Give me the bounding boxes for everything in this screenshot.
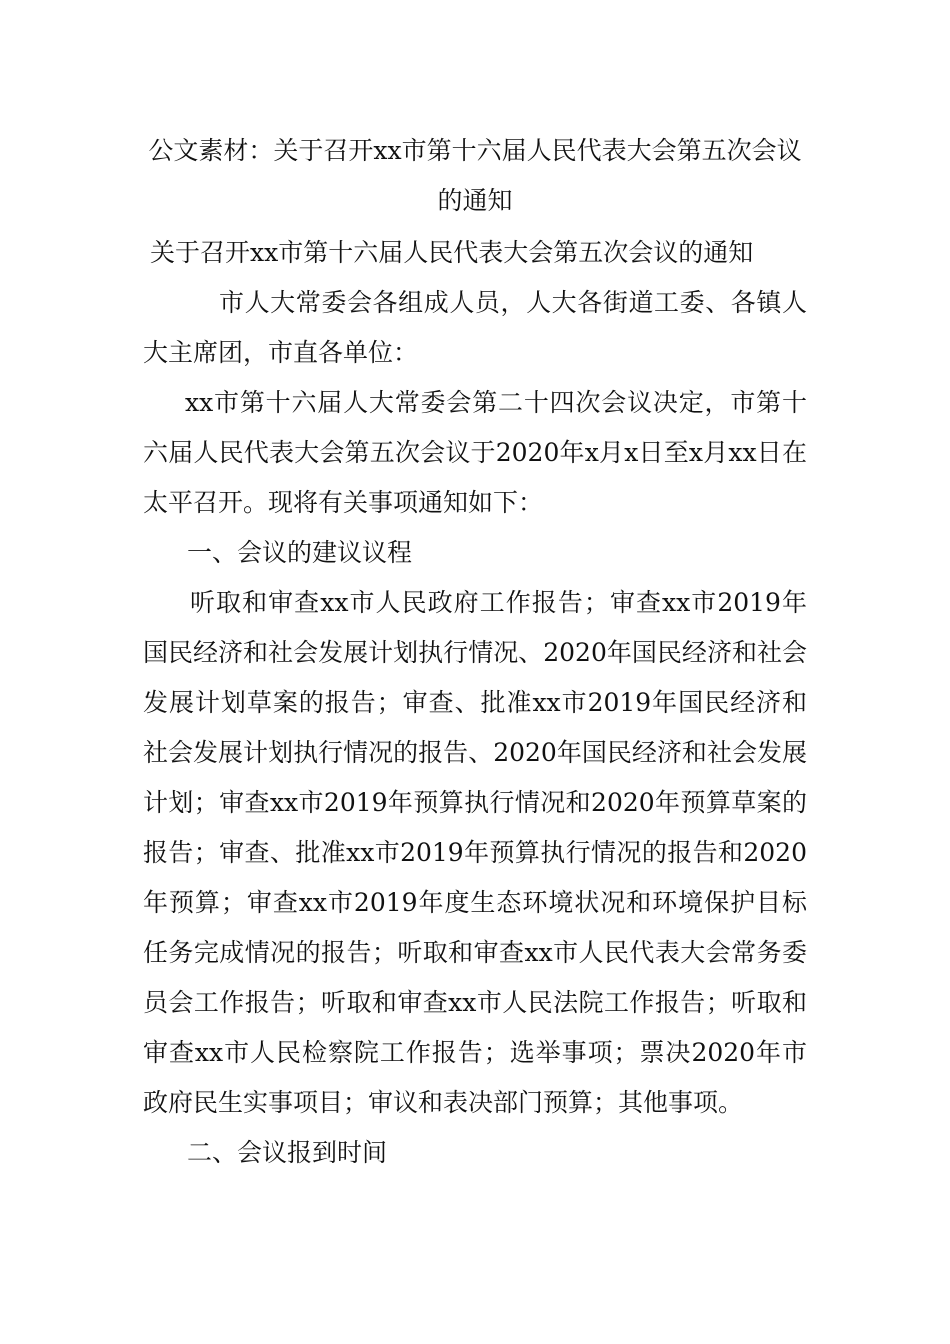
document-title: 公文素材：关于召开xx市第十六届人民代表大会第五次会议的通知 <box>148 136 802 215</box>
section-heading-agenda: 一、会议的建议议程 <box>187 538 413 567</box>
document-subtitle: 关于召开xx市第十六届人民代表大会第五次会议的通知 <box>150 238 754 267</box>
intro-paragraph: xx市第十六届人大常委会第二十四次会议决定，市第十六届人民代表大会第五次会议于2020年x月x日至x月xx日在太平召开。现将有关事项通知如下： <box>143 388 807 517</box>
section-heading-registration: 二、会议报到时间 <box>187 1138 388 1167</box>
recipients-paragraph: 市人大常委会各组成人员，人大各街道工委、各镇人大主席团，市直各单位： <box>143 288 807 367</box>
agenda-paragraph: 听取和审查xx市人民政府工作报告；审查xx市2019年国民经济和社会发展计划执行情况、2020年国民经济和社会发展计划草案的报告；审查、批准xx市2019年国民经济和社会发展计划执行情况的报告、2020年国民经济和社会发展计划；审查xx市2019年预算执行情况和2020年预算草案的报告；审查、批准xx市2019年预算执行情况的报告和2020年预算；审查xx市2019年度生态环境状况和环境保护目标任务完成情况的报告；听取和审查xx市人民代表大会常务委员会工作报告；听取和审查xx市人民法院工作报告；听取和审查xx市人民检察院工作报告；选举事项；票决2020年市政府民生实事项目；审议和表决部门预算；其他事项。 <box>143 588 807 1117</box>
document-body <box>143 278 807 1178</box>
